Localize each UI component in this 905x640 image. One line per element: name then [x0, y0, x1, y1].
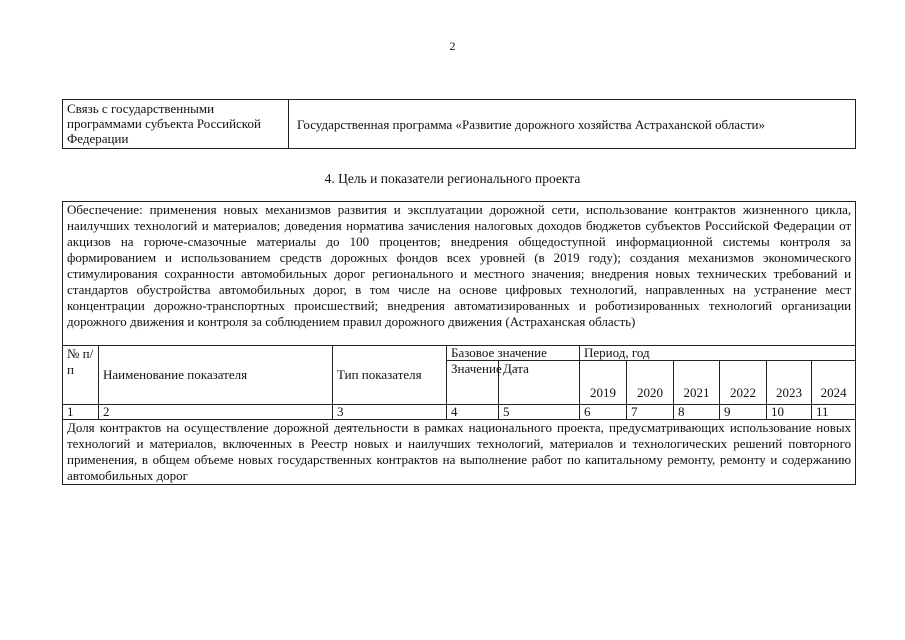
header-indicator-name: Наименование показателя [99, 346, 333, 405]
goal-text: Обеспечение: применения новых механизмов развития и эксплуатации дорожной сети, использование контрактов жизненного цикла, наилучших технологий и материалов; доведения норматива зачисления налоговых доходов бюджетов субъектов Российской Федерации от акцизов на горюче-смазочные материалы до 100 процентов; внедрения общедоступной информационной системы контроля за формированием и использованием средств дорожных фондов всех уровней (в 2019 году); создания механизмов экономического стимулирования сохранности автомобильных дорог регионального и местного значения; внедрения новых технических требований и стандартов обустройства автомобильных дорог, в том числе на основе цифровых технологий, направленных на устранение мест концентрации дорожно-транспортных происшествий; внедрения автоматизированных и роботизированных технологий организации дорожного движения и контроля за соблюдением правил дорожного движения (Астраханская область) [63, 202, 856, 346]
header-year-2023: 2023 [767, 361, 812, 405]
header-year-2019: 2019 [580, 361, 627, 405]
column-number: 11 [812, 405, 856, 420]
column-number: 10 [767, 405, 812, 420]
header-base-value: Базовое значение [447, 346, 580, 361]
header-period: Период, год [580, 346, 856, 361]
header-date: Дата [499, 361, 580, 405]
column-number: 5 [499, 405, 580, 420]
state-program-relation-table [62, 99, 856, 149]
column-number: 8 [674, 405, 720, 420]
header-num: № п/п [63, 346, 99, 405]
header-year-2021: 2021 [674, 361, 720, 405]
column-number: 7 [627, 405, 674, 420]
goal-indicators-table [62, 201, 856, 485]
relation-label: Связь с государственными программами субъекта Российской Федерации [63, 100, 289, 149]
header-indicator-type: Тип показателя [333, 346, 447, 405]
header-year-2024: 2024 [812, 361, 856, 405]
column-number: 1 [63, 405, 99, 420]
relation-value: Государственная программа «Развитие дорожного хозяйства Астраханской области» [289, 100, 856, 149]
header-year-2022: 2022 [720, 361, 767, 405]
header-year-2020: 2020 [627, 361, 674, 405]
page-number: 2 [449, 39, 456, 53]
column-number: 2 [99, 405, 333, 420]
indicator-text: Доля контрактов на осуществление дорожной деятельности в рамках национального проекта, предусматривающих использование новых технологий и материалов, включенных в Реестр новых и наилучших технологий, материалов и технологических решений повторного применения, в общем объеме новых государственных контрактов на выполнение работ по капитальному ремонту, ремонту и содержанию автомобильных дорог [63, 420, 856, 485]
section-title: 4. Цель и показатели регионального проекта [324, 171, 581, 186]
column-number: 9 [720, 405, 767, 420]
column-number: 3 [333, 405, 447, 420]
header-value: Значение [447, 361, 499, 405]
column-number: 6 [580, 405, 627, 420]
column-number: 4 [447, 405, 499, 420]
